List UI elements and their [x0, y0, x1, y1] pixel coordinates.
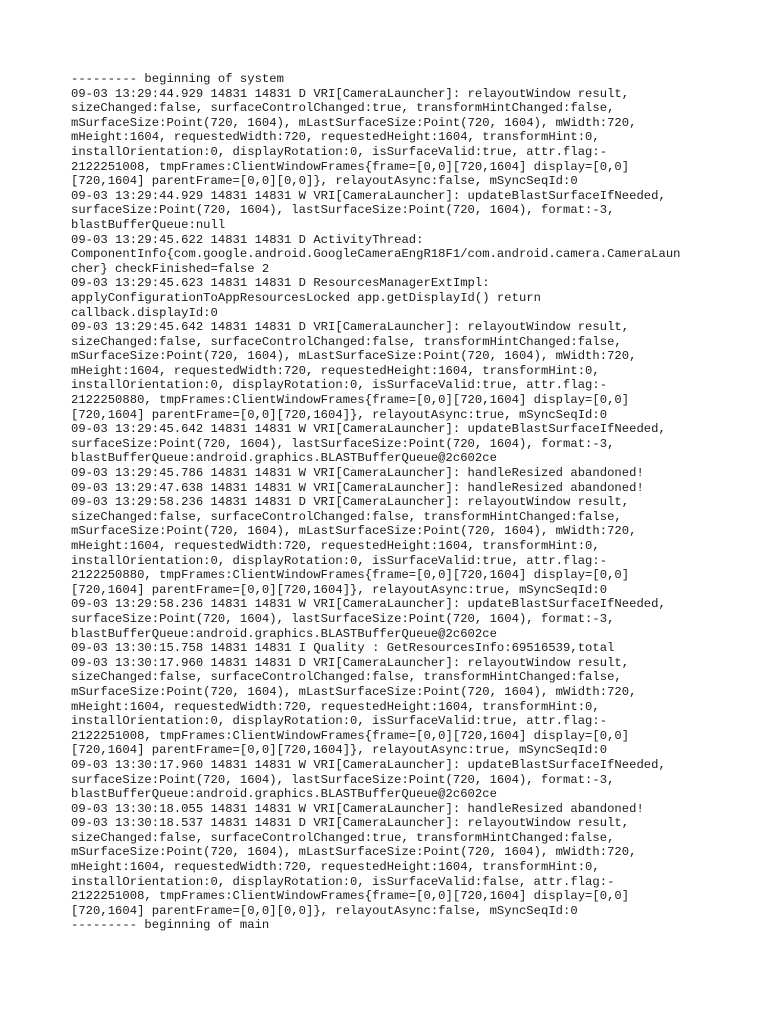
log-line: applyConfigurationToAppResourcesLocked app.getDisplayId() return [71, 290, 541, 305]
log-line: ComponentInfo{com.google.android.GoogleCameraEngR18F1/com.android.camera.CameraLaun [71, 247, 681, 262]
log-line: mSurfaceSize:Point(720, 1604), mLastSurfaceSize:Point(720, 1604), mWidth:720, [71, 115, 637, 130]
log-line: mHeight:1604, requestedWidth:720, requestedHeight:1604, transformHint:0, [71, 363, 600, 378]
log-line: mHeight:1604, requestedWidth:720, requestedHeight:1604, transformHint:0, [71, 130, 600, 145]
log-line: --------- beginning of main [71, 918, 270, 933]
log-line: installOrientation:0, displayRotation:0, isSurfaceValid:true, attr.flag:- [71, 714, 608, 729]
log-line: 2122251008, tmpFrames:ClientWindowFrames{frame=[0,0][720,1604] display=[0,0] [71, 159, 630, 174]
log-line: callback.displayId:0 [71, 305, 218, 320]
log-line: [720,1604] parentFrame=[0,0][720,1604]}, relayoutAsync:true, mSyncSeqId:0 [71, 407, 608, 422]
log-line: 09-03 13:30:17.960 14831 14831 D VRI[CameraLauncher]: relayoutWindow result, [71, 655, 630, 670]
log-line: 09-03 13:30:17.960 14831 14831 W VRI[CameraLauncher]: updateBlastSurfaceIfNeeded, [71, 757, 666, 772]
log-line: 09-03 13:30:18.537 14831 14831 D VRI[CameraLauncher]: relayoutWindow result, [71, 816, 630, 831]
log-line: 2122251008, tmpFrames:ClientWindowFrames{frame=[0,0][720,1604] display=[0,0] [71, 728, 630, 743]
log-line: mSurfaceSize:Point(720, 1604), mLastSurfaceSize:Point(720, 1604), mWidth:720, [71, 349, 637, 364]
log-line: mSurfaceSize:Point(720, 1604), mLastSurfaceSize:Point(720, 1604), mWidth:720, [71, 684, 637, 699]
log-line: sizeChanged:false, surfaceControlChanged:true, transformHintChanged:false, [71, 101, 615, 116]
log-line: 09-03 13:29:45.622 14831 14831 D ActivityThread: [71, 232, 424, 247]
log-line: blastBufferQueue:null [71, 217, 226, 232]
log-line: [720,1604] parentFrame=[0,0][0,0]}, relayoutAsync:false, mSyncSeqId:0 [71, 174, 578, 189]
log-line: [720,1604] parentFrame=[0,0][720,1604]}, relayoutAsync:true, mSyncSeqId:0 [71, 582, 608, 597]
log-line: installOrientation:0, displayRotation:0, isSurfaceValid:true, attr.flag:- [71, 144, 608, 159]
log-line: 2122250880, tmpFrames:ClientWindowFrames{frame=[0,0][720,1604] display=[0,0] [71, 568, 630, 583]
log-line: surfaceSize:Point(720, 1604), lastSurfaceSize:Point(720, 1604), format:-3, [71, 611, 615, 626]
log-line: mSurfaceSize:Point(720, 1604), mLastSurfaceSize:Point(720, 1604), mWidth:720, [71, 845, 637, 860]
log-line: 09-03 13:29:44.929 14831 14831 D VRI[CameraLauncher]: relayoutWindow result, [71, 86, 630, 101]
log-line: 09-03 13:29:45.786 14831 14831 W VRI[CameraLauncher]: handleResized abandoned! [71, 466, 644, 481]
log-line: mSurfaceSize:Point(720, 1604), mLastSurfaceSize:Point(720, 1604), mWidth:720, [71, 524, 637, 539]
log-line: 09-03 13:30:18.055 14831 14831 W VRI[CameraLauncher]: handleResized abandoned! [71, 801, 644, 816]
log-line: blastBufferQueue:android.graphics.BLASTBufferQueue@2c602ce [71, 626, 497, 641]
log-line: surfaceSize:Point(720, 1604), lastSurfaceSize:Point(720, 1604), format:-3, [71, 203, 615, 218]
log-line: sizeChanged:false, surfaceControlChanged:false, transformHintChanged:false, [71, 509, 622, 524]
log-line: 09-03 13:29:47.638 14831 14831 W VRI[CameraLauncher]: handleResized abandoned! [71, 480, 644, 495]
log-line: installOrientation:0, displayRotation:0, isSurfaceValid:true, attr.flag:- [71, 553, 608, 568]
log-line: blastBufferQueue:android.graphics.BLASTBufferQueue@2c602ce [71, 451, 497, 466]
log-line: blastBufferQueue:android.graphics.BLASTBufferQueue@2c602ce [71, 787, 497, 802]
log-line: 09-03 13:29:58.236 14831 14831 W VRI[CameraLauncher]: updateBlastSurfaceIfNeeded, [71, 597, 666, 612]
log-line: mHeight:1604, requestedWidth:720, requestedHeight:1604, transformHint:0, [71, 860, 600, 875]
log-line: 09-03 13:30:15.758 14831 14831 I Quality : GetResourcesInfo:69516539,total [71, 641, 615, 656]
log-text-view [71, 72, 751, 933]
log-line: 09-03 13:29:44.929 14831 14831 W VRI[CameraLauncher]: updateBlastSurfaceIfNeeded, [71, 188, 666, 203]
log-line: [720,1604] parentFrame=[0,0][720,1604]}, relayoutAsync:true, mSyncSeqId:0 [71, 743, 608, 758]
log-line: --------- beginning of system [71, 72, 284, 86]
log-line: mHeight:1604, requestedWidth:720, requestedHeight:1604, transformHint:0, [71, 539, 600, 553]
log-line: mHeight:1604, requestedWidth:720, requestedHeight:1604, transformHint:0, [71, 699, 600, 714]
log-line: 2122251008, tmpFrames:ClientWindowFrames{frame=[0,0][720,1604] display=[0,0] [71, 889, 630, 904]
log-line: 09-03 13:29:45.623 14831 14831 D ResourcesManagerExtImpl: [71, 276, 490, 291]
log-line: [720,1604] parentFrame=[0,0][0,0]}, relayoutAsync:false, mSyncSeqId:0 [71, 903, 578, 918]
log-line: 09-03 13:29:45.642 14831 14831 D VRI[CameraLauncher]: relayoutWindow result, [71, 320, 630, 335]
log-line: sizeChanged:false, surfaceControlChanged:true, transformHintChanged:false, [71, 830, 615, 845]
log-line: 2122250880, tmpFrames:ClientWindowFrames{frame=[0,0][720,1604] display=[0,0] [71, 393, 630, 408]
log-line: 09-03 13:29:58.236 14831 14831 D VRI[CameraLauncher]: relayoutWindow result, [71, 495, 630, 510]
log-line: 09-03 13:29:45.642 14831 14831 W VRI[CameraLauncher]: updateBlastSurfaceIfNeeded, [71, 422, 666, 437]
log-line: surfaceSize:Point(720, 1604), lastSurfaceSize:Point(720, 1604), format:-3, [71, 436, 615, 451]
log-line: installOrientation:0, displayRotation:0, isSurfaceValid:false, attr.flag:- [71, 874, 615, 889]
log-line: sizeChanged:false, surfaceControlChanged:false, transformHintChanged:false, [71, 670, 622, 685]
log-line: installOrientation:0, displayRotation:0, isSurfaceValid:true, attr.flag:- [71, 378, 608, 393]
log-line: surfaceSize:Point(720, 1604), lastSurfaceSize:Point(720, 1604), format:-3, [71, 772, 615, 787]
log-line: cher} checkFinished=false 2 [71, 261, 270, 276]
log-line: sizeChanged:false, surfaceControlChanged:false, transformHintChanged:false, [71, 334, 622, 349]
